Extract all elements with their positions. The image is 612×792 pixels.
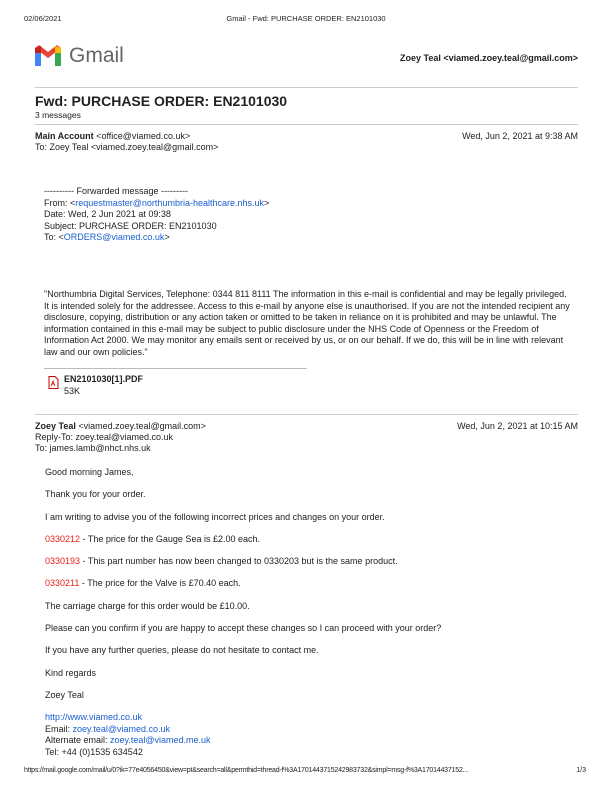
- website-link[interactable]: http://www.viamed.co.uk: [45, 712, 143, 723]
- gmail-m-icon: [35, 44, 61, 68]
- message2-body: Good morning James, Thank you for your order. I am writing to advise you of the following incorrect prices and changes on your order. 0330212 - The price for the Gauge Sea is £2.00 each. 0330193 - This part number has now been changed to 0330203 but is the same product. 0330211 - The price for the Valve is £70.40 each. The carriage charge for this order would be £10.00. Please can you confirm if you are happy to accept these changes so I can proceed with your order? If you have any further queries, please do not hesitate to contact me. Kind regards Zoey Teal http://www.viamed.co.uk Email: zoey.teal@viamed.co.uk Alternate email: zoey.teal@viamed.me.uk Tel: +44 (0)1535 634542: [45, 467, 442, 757]
- message2-to: To: james.lamb@nhct.nhs.uk: [35, 443, 151, 453]
- attachment-name[interactable]: EN2101030[1].PDF: [64, 374, 144, 384]
- gmail-wordmark: Gmail: [69, 44, 124, 67]
- message2-date: Wed, Jun 2, 2021 at 10:15 AM: [457, 421, 578, 431]
- to-email-link[interactable]: ORDERS@viamed.co.uk: [63, 232, 165, 242]
- attachment-size: 53K: [64, 386, 81, 396]
- print-date: 02/06/2021: [24, 14, 62, 23]
- print-title: Gmail - Fwd: PURCHASE ORDER: EN2101030: [226, 14, 386, 23]
- pdf-icon: [48, 376, 59, 391]
- message-count: 3 messages: [35, 110, 81, 120]
- print-url: https://mail.google.com/mail/u/0?ik=77e4056450&view=pt&search=all&permthid=thread-f%3A1701443715242983732&simpl=msg-f%3A17014437152...: [24, 767, 468, 774]
- gmail-logo: [35, 44, 124, 68]
- message1-date: Wed, Jun 2, 2021 at 9:38 AM: [462, 131, 578, 141]
- item-line: 0330211 - The price for the Valve is £70.40 each.: [45, 578, 241, 589]
- message1-sender: Main Account <office@viamed.co.uk>: [35, 131, 191, 141]
- disclaimer: "Northumbria Digital Services, Telephone: 0344 811 8111 The information in this e-mail is confidential and may be legally privileged. It is intended solely for the addressee. Access to this e-mail by anyone else is unauthorised. If you are not the intended recipient any disclosure, copying, distribution or any action taken or omitted to be taken in reliance on it is prohibited and may be unlawful. The information contained in this e-mail may be subject to public disclosure under the NHS Code of Openness or the Freedom of Information Act 2000. We may monitor any emails sent or received by us, or on our behalf. If we do, this will be in line with relevant law and our own policies.": [44, 289, 570, 357]
- message2-reply-to: Reply-To: zoey.teal@viamed.co.uk: [35, 432, 174, 442]
- thread-subject: Fwd: PURCHASE ORDER: EN2101030: [35, 93, 288, 109]
- divider: [35, 87, 578, 88]
- item-line: 0330193 - This part number has now been changed to 0330203 but is the same product.: [45, 556, 398, 567]
- divider: [35, 124, 578, 125]
- from-email-link[interactable]: requestmaster@northumbria-healthcare.nhs.uk: [75, 197, 264, 208]
- message1-to: To: Zoey Teal <viamed.zoey.teal@gmail.com>: [35, 142, 219, 152]
- divider: [35, 414, 578, 415]
- message2-sender: Zoey Teal <viamed.zoey.teal@gmail.com>: [35, 421, 206, 431]
- item-line: 0330212 - The price for the Gauge Sea is £2.00 each.: [45, 533, 260, 544]
- forwarded-block: ---------- Forwarded message --------- From: <requestmaster@northumbria-healthcare.nhs.uk> Date: Wed, 2 Jun 2021 at 09:38 Subject: PURCHASE ORDER: EN2101030 To: <ORDERS@viamed.co.uk>: [44, 186, 270, 242]
- email-link[interactable]: zoey.teal@viamed.co.uk: [72, 723, 171, 734]
- page-number: 1/3: [576, 767, 586, 774]
- account-label: Zoey Teal <viamed.zoey.teal@gmail.com>: [399, 53, 578, 63]
- attachment-divider: [44, 368, 307, 369]
- alt-email-link[interactable]: zoey.teal@viamed.me.uk: [110, 735, 211, 746]
